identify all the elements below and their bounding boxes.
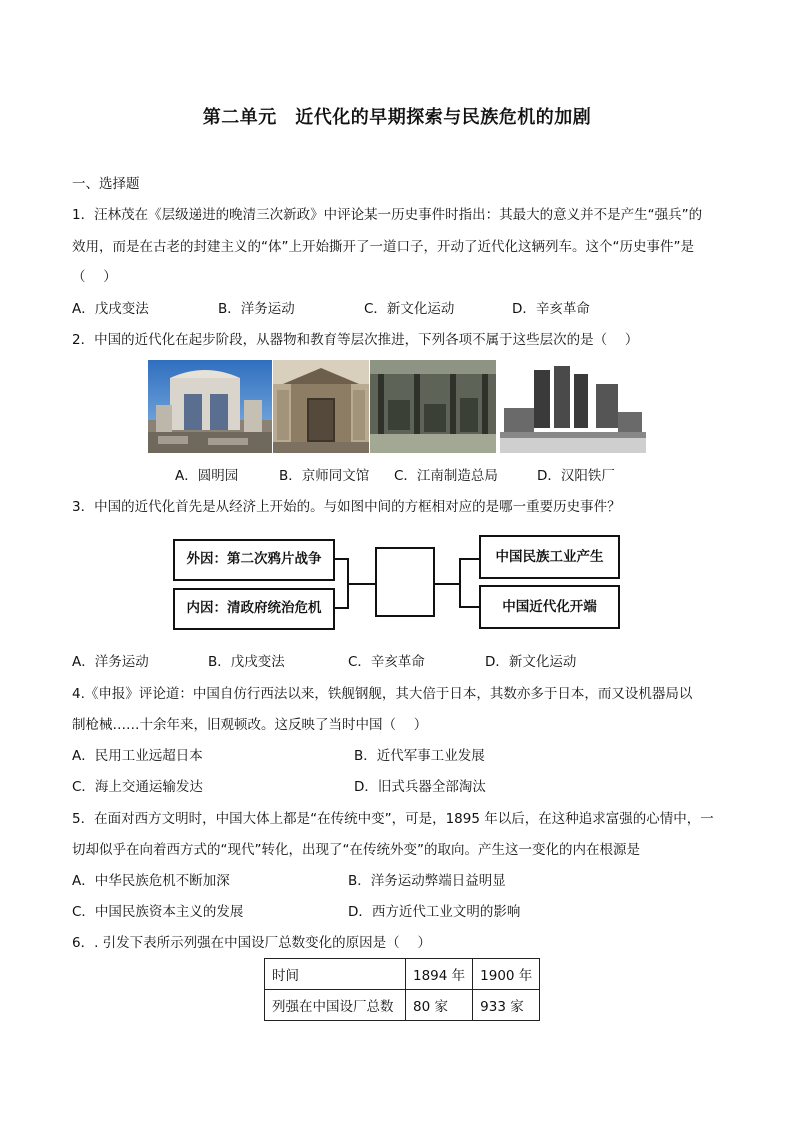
ironworks-photo: [500, 360, 646, 453]
table-header-cell: 时间: [265, 959, 406, 990]
q3-option-b[interactable]: B．戊戌变法: [208, 654, 285, 670]
factory-count-table: [264, 958, 540, 1021]
table-header-cell: 1900 年: [473, 959, 540, 990]
table-row: [265, 990, 540, 1021]
table-cell: 80 家: [406, 990, 473, 1021]
q1-line-1: 1．汪林茂在《层级递进的晚清三次新政》中评论某一历史事件时指出：其最大的意义并不是产生“强兵”的: [72, 207, 703, 223]
q1-option-b[interactable]: B．洋务运动: [218, 301, 295, 317]
q5-line-2: 切却似乎在向着西方式的“现代”转化，出现了“在传统外变”的取向。产生这一变化的内在根源是: [72, 842, 640, 858]
q5-option-c[interactable]: C．中国民族资本主义的发展: [72, 904, 244, 920]
diagram-box-external-cause: 外因：第二次鸦片战争: [173, 539, 335, 581]
diagram-box-national-industry: 中国民族工业产生: [479, 535, 620, 579]
diagram-connector: [349, 583, 375, 585]
page-title: 第二单元 近代化的早期探索与民族危机的加剧: [202, 107, 592, 128]
q5-option-b[interactable]: B．洋务运动弊端日益明显: [348, 873, 506, 889]
q1-option-c[interactable]: C．新文化运动: [364, 301, 455, 317]
q4-option-c[interactable]: C．海上交通运输发达: [72, 779, 203, 795]
q4-option-a[interactable]: A．民用工业远超日本: [72, 748, 203, 764]
q4-line-2: 制枪械……十余年来，旧观顿改。这反映了当时中国（ ）: [72, 717, 428, 733]
gate-photo: [273, 360, 369, 453]
q4-option-b[interactable]: B．近代军事工业发展: [354, 748, 485, 764]
q2-option-a[interactable]: A．圆明园: [175, 468, 239, 484]
q6-stem: 6．. 引发下表所示列强在中国设厂总数变化的原因是（ ）: [72, 935, 431, 951]
q1-line-3: （ ）: [72, 269, 117, 285]
q4-line-1: 4.《申报》评论道：中国自仿行西法以来，铁舰钢舰，其大倍于日本，其数亦多于日本，而又设机器局以: [72, 686, 693, 702]
q5-option-a[interactable]: A．中华民族危机不断加深: [72, 873, 230, 889]
diagram-connector: [459, 558, 461, 608]
diagram-connector: [433, 583, 461, 585]
q2-option-d[interactable]: D．汉阳铁厂: [537, 468, 615, 484]
q1-option-d[interactable]: D．辛亥革命: [512, 301, 590, 317]
ruins-photo: [148, 360, 272, 453]
diagram-connector: [459, 606, 479, 608]
q3-option-c[interactable]: C．辛亥革命: [348, 654, 425, 670]
table-header-cell: 1894 年: [406, 959, 473, 990]
table-cell: 933 家: [473, 990, 540, 1021]
diagram-box-internal-cause: 内因：清政府统治危机: [173, 588, 335, 630]
section-heading: 一、选择题: [72, 176, 140, 192]
table-cell: 列强在中国设厂总数: [265, 990, 406, 1021]
q2-option-b[interactable]: B．京师同文馆: [279, 468, 370, 484]
diagram-box-modernization-start: 中国近代化开端: [479, 585, 620, 629]
table-row: [265, 959, 540, 990]
q3-option-d[interactable]: D．新文化运动: [485, 654, 577, 670]
q5-line-1: 5．在面对西方文明时，中国大体上都是“在传统中变”，可是，1895 年以后，在这种追求富强的心情中，一: [72, 811, 714, 827]
q3-stem: 3．中国的近代化首先是从经济上开始的。与如图中间的方框相对应的是哪一重要历史事件？: [72, 499, 621, 515]
q1-line-2: 效用，而是在古老的封建主义的“体”上开始撕开了一道口子，开动了近代化这辆列车。这个“历史事件”是: [72, 239, 694, 255]
q2-option-c[interactable]: C．江南制造总局: [394, 468, 498, 484]
q2-stem: 2．中国的近代化在起步阶段，从器物和教育等层次推进，下列各项不属于这些层次的是（ ）: [72, 332, 639, 348]
q4-option-d[interactable]: D．旧式兵器全部淘汰: [354, 779, 486, 795]
diagram-connector: [459, 558, 479, 560]
diagram-box-blank: [375, 547, 435, 617]
factory-photo: [370, 360, 496, 453]
q1-option-a[interactable]: A．戊戌变法: [72, 301, 149, 317]
q5-option-d[interactable]: D．西方近代工业文明的影响: [348, 904, 521, 920]
q3-option-a[interactable]: A．洋务运动: [72, 654, 149, 670]
